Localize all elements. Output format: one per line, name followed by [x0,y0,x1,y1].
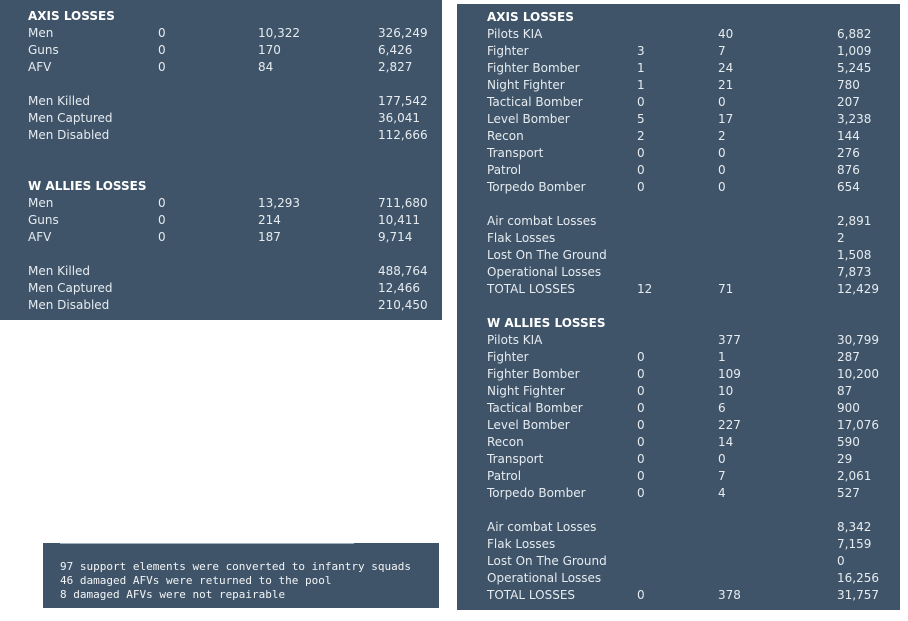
row-value-total: 2,827 [378,60,413,74]
row-value-col2: 14 [718,435,734,449]
row-value-total: 654 [837,180,860,194]
row-value-col2: 170 [258,43,281,57]
row-value-col1: 0 [637,350,645,364]
row-label: Tactical Bomber [487,95,583,109]
row-value-total: 876 [837,163,860,177]
air-loss-row [457,77,900,94]
row-value-col1: 0 [637,401,645,415]
row-value-col2: 0 [718,163,726,177]
row-value-col1: 0 [158,60,166,74]
row-value-col2: 0 [718,146,726,160]
row-value-col2: 109 [718,367,741,381]
row-value-col2: 17 [718,112,734,126]
air-loss-row [457,43,900,60]
ground-losses-panel [0,0,442,320]
row-value-total: 0 [837,554,845,568]
row-value-col1: 1 [637,78,645,92]
row-value-col2: 227 [718,418,741,432]
air-summary-row [457,587,900,604]
row-value-col1: 0 [637,180,645,194]
row-value-total: 12,466 [378,281,420,295]
message-line: 46 damaged AFVs were returned to the pool [60,574,332,587]
row-label: Men Killed [28,264,91,278]
axis-ground-losses-heading: AXIS LOSSES [28,9,115,23]
air-loss-row [457,26,900,43]
row-value-col1: 0 [637,146,645,160]
row-value-col1: 3 [637,44,645,58]
row-value-col1: 0 [637,95,645,109]
row-value-col2: 7 [718,469,726,483]
row-label: Pilots KIA [487,333,543,347]
row-value-col2: 2 [718,129,726,143]
air-loss-row [457,111,900,128]
air-losses-panel [457,4,900,610]
row-value-total: 326,249 [378,26,428,40]
ground-loss-row [0,229,442,246]
row-value-total: 900 [837,401,860,415]
row-value-col2: 21 [718,78,734,92]
air-loss-row [457,383,900,400]
row-value-col2: 13,293 [258,196,300,210]
air-summary-row [457,230,900,247]
row-label: Transport [487,146,544,160]
row-label: Men Captured [28,281,113,295]
row-value-col2: 24 [718,61,734,75]
row-value-total: 10,411 [378,213,420,227]
row-value-total: 31,757 [837,588,879,602]
row-value-col2: 10,322 [258,26,300,40]
axis-air-losses-heading: AXIS LOSSES [487,10,574,24]
row-value-col2: 187 [258,230,281,244]
row-value-col2: 84 [258,60,274,74]
air-summary-row [457,570,900,587]
row-value-total: 2 [837,231,845,245]
row-value-total: 1,508 [837,248,872,262]
row-value-col1: 5 [637,112,645,126]
air-loss-row [457,417,900,434]
message-line: 97 support elements were converted to infantry squads [60,560,411,573]
row-value-total: 2,061 [837,469,872,483]
row-value-total: 207 [837,95,860,109]
row-value-col2: 214 [258,213,281,227]
row-value-col2: 0 [718,95,726,109]
air-loss-row [457,434,900,451]
row-value-total: 7,159 [837,537,872,551]
message-line: 8 damaged AFVs were not repairable [60,588,286,601]
row-label: Level Bomber [487,112,570,126]
row-label: Night Fighter [487,384,565,398]
row-value-col1: 0 [637,486,645,500]
ground-loss-row [0,212,442,229]
row-value-total: 1,009 [837,44,872,58]
row-value-col2: 6 [718,401,726,415]
row-label: TOTAL LOSSES [487,588,576,602]
row-label: Fighter [487,350,529,364]
row-value-total: 488,764 [378,264,428,278]
ground-loss-row [0,25,442,42]
row-value-total: 112,666 [378,128,428,142]
row-label: Men [28,196,54,210]
row-value-col1: 0 [637,435,645,449]
men-loss-row [0,297,442,314]
row-value-total: 16,256 [837,571,879,585]
air-summary-row [457,247,900,264]
row-label: Patrol [487,469,522,483]
row-value-total: 711,680 [378,196,428,210]
air-summary-row [457,264,900,281]
row-value-total: 17,076 [837,418,879,432]
row-label: Lost On The Ground [487,248,607,262]
row-value-total: 3,238 [837,112,872,126]
event-messages-panel [43,543,439,608]
men-loss-row [0,110,442,127]
air-loss-row [457,485,900,502]
row-value-col2: 377 [718,333,741,347]
air-loss-row [457,94,900,111]
row-value-col1: 12 [637,282,653,296]
air-loss-row [457,366,900,383]
row-value-total: 276 [837,146,860,160]
row-value-total: 177,542 [378,94,428,108]
ground-loss-row [0,59,442,76]
men-loss-row [0,280,442,297]
row-label: TOTAL LOSSES [487,282,576,296]
row-label: Men Killed [28,94,91,108]
row-label: Patrol [487,163,522,177]
row-value-total: 36,041 [378,111,420,125]
row-value-col2: 0 [718,180,726,194]
row-label: Men Captured [28,111,113,125]
air-summary-row [457,553,900,570]
row-label: Flak Losses [487,537,556,551]
air-loss-row [457,332,900,349]
row-value-col1: 0 [637,367,645,381]
row-value-total: 8,342 [837,520,872,534]
men-loss-row [0,93,442,110]
row-label: AFV [28,230,52,244]
row-label: Level Bomber [487,418,570,432]
row-label: Operational Losses [487,265,602,279]
row-value-col1: 0 [158,43,166,57]
air-loss-row [457,400,900,417]
row-label: Air combat Losses [487,214,597,228]
row-value-col2: 378 [718,588,741,602]
men-loss-row [0,263,442,280]
row-value-col1: 0 [158,196,166,210]
row-value-total: 29 [837,452,853,466]
air-summary-row [457,281,900,298]
row-label: Fighter Bomber [487,61,580,75]
air-summary-row [457,519,900,536]
row-value-col1: 0 [158,230,166,244]
row-label: Fighter Bomber [487,367,580,381]
row-value-total: 144 [837,129,860,143]
row-value-total: 5,245 [837,61,872,75]
allies-air-losses-heading: W ALLIES LOSSES [487,316,606,330]
row-value-total: 9,714 [378,230,413,244]
row-label: Torpedo Bomber [487,486,586,500]
row-label: Air combat Losses [487,520,597,534]
row-value-col1: 0 [637,163,645,177]
row-value-total: 527 [837,486,860,500]
row-value-col1: 0 [158,26,166,40]
air-loss-row [457,162,900,179]
row-value-col1: 0 [637,452,645,466]
row-label: Torpedo Bomber [487,180,586,194]
row-value-col1: 0 [158,213,166,227]
row-value-col1: 0 [637,384,645,398]
row-label: Men Disabled [28,128,110,142]
row-value-col1: 1 [637,61,645,75]
row-value-total: 6,882 [837,27,872,41]
row-label: Men [28,26,54,40]
row-label: Guns [28,43,59,57]
row-label: Lost On The Ground [487,554,607,568]
air-loss-row [457,349,900,366]
row-label: Guns [28,213,59,227]
row-label: Operational Losses [487,571,602,585]
row-label: Recon [487,435,524,449]
row-value-col2: 4 [718,486,726,500]
row-value-total: 87 [837,384,853,398]
allies-ground-losses-heading: W ALLIES LOSSES [28,179,147,193]
row-label: Fighter [487,44,529,58]
row-value-col2: 10 [718,384,734,398]
row-value-total: 10,200 [837,367,879,381]
row-value-col2: 0 [718,452,726,466]
air-loss-row [457,128,900,145]
ground-loss-row [0,195,442,212]
message-divider [60,543,354,544]
row-label: Pilots KIA [487,27,543,41]
air-loss-row [457,179,900,196]
air-loss-row [457,60,900,77]
ground-loss-row [0,42,442,59]
row-label: Transport [487,452,544,466]
row-label: Flak Losses [487,231,556,245]
row-value-total: 6,426 [378,43,413,57]
row-value-col2: 7 [718,44,726,58]
row-value-col1: 0 [637,588,645,602]
row-value-col1: 2 [637,129,645,143]
row-value-total: 7,873 [837,265,872,279]
row-value-total: 12,429 [837,282,879,296]
row-value-col2: 1 [718,350,726,364]
row-label: AFV [28,60,52,74]
row-label: Night Fighter [487,78,565,92]
row-value-total: 2,891 [837,214,872,228]
row-value-total: 287 [837,350,860,364]
air-summary-row [457,536,900,553]
row-value-total: 210,450 [378,298,428,312]
men-loss-row [0,127,442,144]
row-value-col1: 0 [637,469,645,483]
air-summary-row [457,213,900,230]
air-loss-row [457,451,900,468]
air-loss-row [457,145,900,162]
row-label: Recon [487,129,524,143]
row-label: Tactical Bomber [487,401,583,415]
row-value-col2: 40 [718,27,734,41]
row-label: Men Disabled [28,298,110,312]
air-loss-row [457,468,900,485]
row-value-col2: 71 [718,282,734,296]
row-value-total: 780 [837,78,860,92]
row-value-total: 590 [837,435,860,449]
row-value-col1: 0 [637,418,645,432]
row-value-total: 30,799 [837,333,879,347]
